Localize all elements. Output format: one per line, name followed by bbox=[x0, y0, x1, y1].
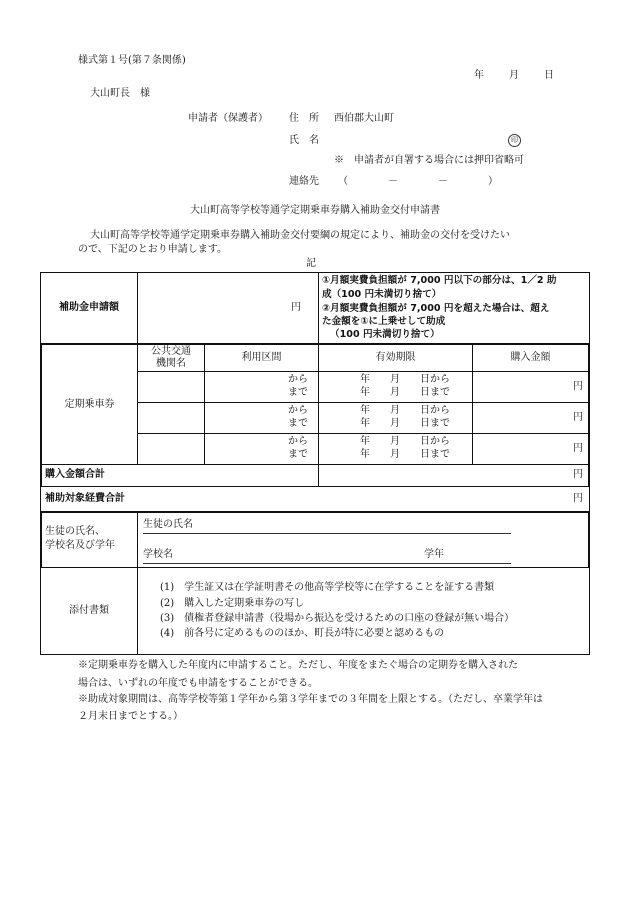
purchase-total-label: 購入金額合計 bbox=[45, 469, 105, 480]
table-line bbox=[40, 654, 590, 655]
seal-mark bbox=[508, 134, 521, 147]
contact-value: （ － － ） bbox=[338, 176, 498, 187]
eligible-total-yen: 円 bbox=[573, 493, 583, 504]
address-value: 西伯郡大山町 bbox=[334, 113, 394, 124]
table-line bbox=[588, 343, 590, 487]
date-year-label: 年 bbox=[474, 70, 484, 81]
attachment-2: (2) 購入した定期乗車券の写し bbox=[160, 598, 305, 609]
table-line bbox=[40, 464, 590, 465]
rule-2-line-1: ②月額実費負担額が 7,000 円を超えた場合は、超え bbox=[322, 303, 550, 314]
col-section: 利用区間 bbox=[241, 352, 282, 363]
school-name-label: 学校名 bbox=[143, 549, 173, 560]
addressee: 大山町長 様 bbox=[90, 88, 150, 99]
table-line bbox=[588, 511, 590, 568]
section-to: まで bbox=[288, 449, 308, 460]
student-name-line bbox=[143, 533, 511, 534]
validity-to: 年 月 日まで bbox=[360, 387, 450, 398]
attachment-4: (4) 前各号に定めるもののほか、町長が特に必要と認めるもの bbox=[160, 628, 445, 639]
validity-from: 年 月 日から bbox=[360, 374, 450, 385]
purchase-total-yen: 円 bbox=[573, 469, 583, 480]
address-label: 住 所 bbox=[289, 113, 319, 124]
rule-1-line-2: 成（100 円未満切り捨て） bbox=[322, 289, 442, 300]
amount-yen: 円 bbox=[573, 381, 583, 392]
section-from: から bbox=[288, 374, 308, 385]
section-to: まで bbox=[288, 418, 308, 429]
rule-2-line-2: た金額を①に上乗せして助成 bbox=[322, 316, 446, 327]
seal-note: ※ 申請者が自署する場合には押印省略可 bbox=[334, 155, 524, 166]
validity-from: 年 月 日から bbox=[360, 405, 450, 416]
validity-to: 年 月 日まで bbox=[360, 449, 450, 460]
commuter-pass-label: 定期乗車券 bbox=[64, 398, 115, 410]
col-agency-line-2: 機関名 bbox=[156, 358, 186, 369]
subsidy-label: 補助金申請額 bbox=[59, 302, 119, 313]
section-to: まで bbox=[288, 387, 308, 398]
seal-icon: 印 bbox=[508, 134, 521, 147]
col-validity: 有効期限 bbox=[375, 352, 416, 363]
subsidy-yen: 円 bbox=[291, 302, 301, 313]
amount-yen: 円 bbox=[573, 443, 583, 454]
date-day-label: 日 bbox=[544, 70, 554, 81]
table-line bbox=[40, 486, 590, 487]
rule-1-line-1: ①月額実費負担額が 7,000 円以下の部分は、1／2 助 bbox=[322, 275, 557, 286]
col-amount: 購入金額 bbox=[510, 352, 551, 363]
section-from: から bbox=[288, 405, 308, 416]
table-line bbox=[137, 567, 138, 654]
student-name-label: 生徒の氏名 bbox=[143, 519, 193, 530]
table-line bbox=[40, 511, 42, 568]
contact-label: 連絡先 bbox=[289, 176, 319, 187]
attachment-1: (1) 学生証又は在学証明書その他高等学校等に在学することを証する書類 bbox=[160, 582, 495, 593]
validity-to: 年 月 日まで bbox=[360, 418, 450, 429]
attachments-label: 添付書類 bbox=[69, 605, 109, 616]
intro-line-1: 大山町高等学校等通学定期乗車券購入補助金交付要綱の規定により、補助金の交付を受けたい bbox=[90, 230, 510, 241]
table-line bbox=[318, 272, 319, 343]
table-line bbox=[40, 511, 590, 513]
note-1-line-2: 場合は、いずれの年度でも申請をすることができる。 bbox=[78, 678, 318, 689]
intro-line-2: ので、下記のとおり申請します。 bbox=[78, 244, 227, 255]
note-2-line-2: ２月末日までとする。） bbox=[78, 711, 183, 722]
note-1-line-1: ※定期乗車券を購入した年度内に申請すること。ただし、年度をまたぐ場合の定期券を購入された bbox=[78, 660, 518, 671]
rule-2-line-3: （100 円未満切り捨て） bbox=[330, 329, 440, 340]
name-label: 氏 名 bbox=[289, 135, 319, 146]
eligible-total-label: 補助対象経費合計 bbox=[45, 493, 125, 504]
section-from: から bbox=[288, 436, 308, 447]
applicant-label: 申請者（保護者） bbox=[188, 113, 268, 124]
table-line bbox=[137, 272, 138, 343]
note-2-line-1: ※助成対象期間は、高等学校等第１学年から第３学年までの３年間を上限とする。（ただし、卒業学年は bbox=[78, 694, 543, 705]
attachment-3: (3) 債権者登録申請書（役場から振込を受けるための口座の登録が無い場合） bbox=[160, 613, 515, 624]
student-label-line-2: 学校名及び学年 bbox=[45, 540, 115, 551]
student-label-line-1: 生徒の氏名、 bbox=[45, 526, 105, 537]
validity-from: 年 月 日から bbox=[360, 436, 450, 447]
ki-mark: 記 bbox=[306, 258, 316, 269]
amount-yen: 円 bbox=[573, 412, 583, 423]
document-title: 大山町高等学校等通学定期乗車券購入補助金交付申請書 bbox=[190, 205, 440, 216]
date-month-label: 月 bbox=[509, 70, 519, 81]
grade-label: 学年 bbox=[424, 549, 444, 560]
form-number: 様式第１号(第７条関係) bbox=[78, 55, 186, 66]
table-line bbox=[137, 511, 138, 567]
school-name-line bbox=[143, 563, 511, 564]
col-agency-line-1: 公共交通 bbox=[151, 346, 191, 357]
